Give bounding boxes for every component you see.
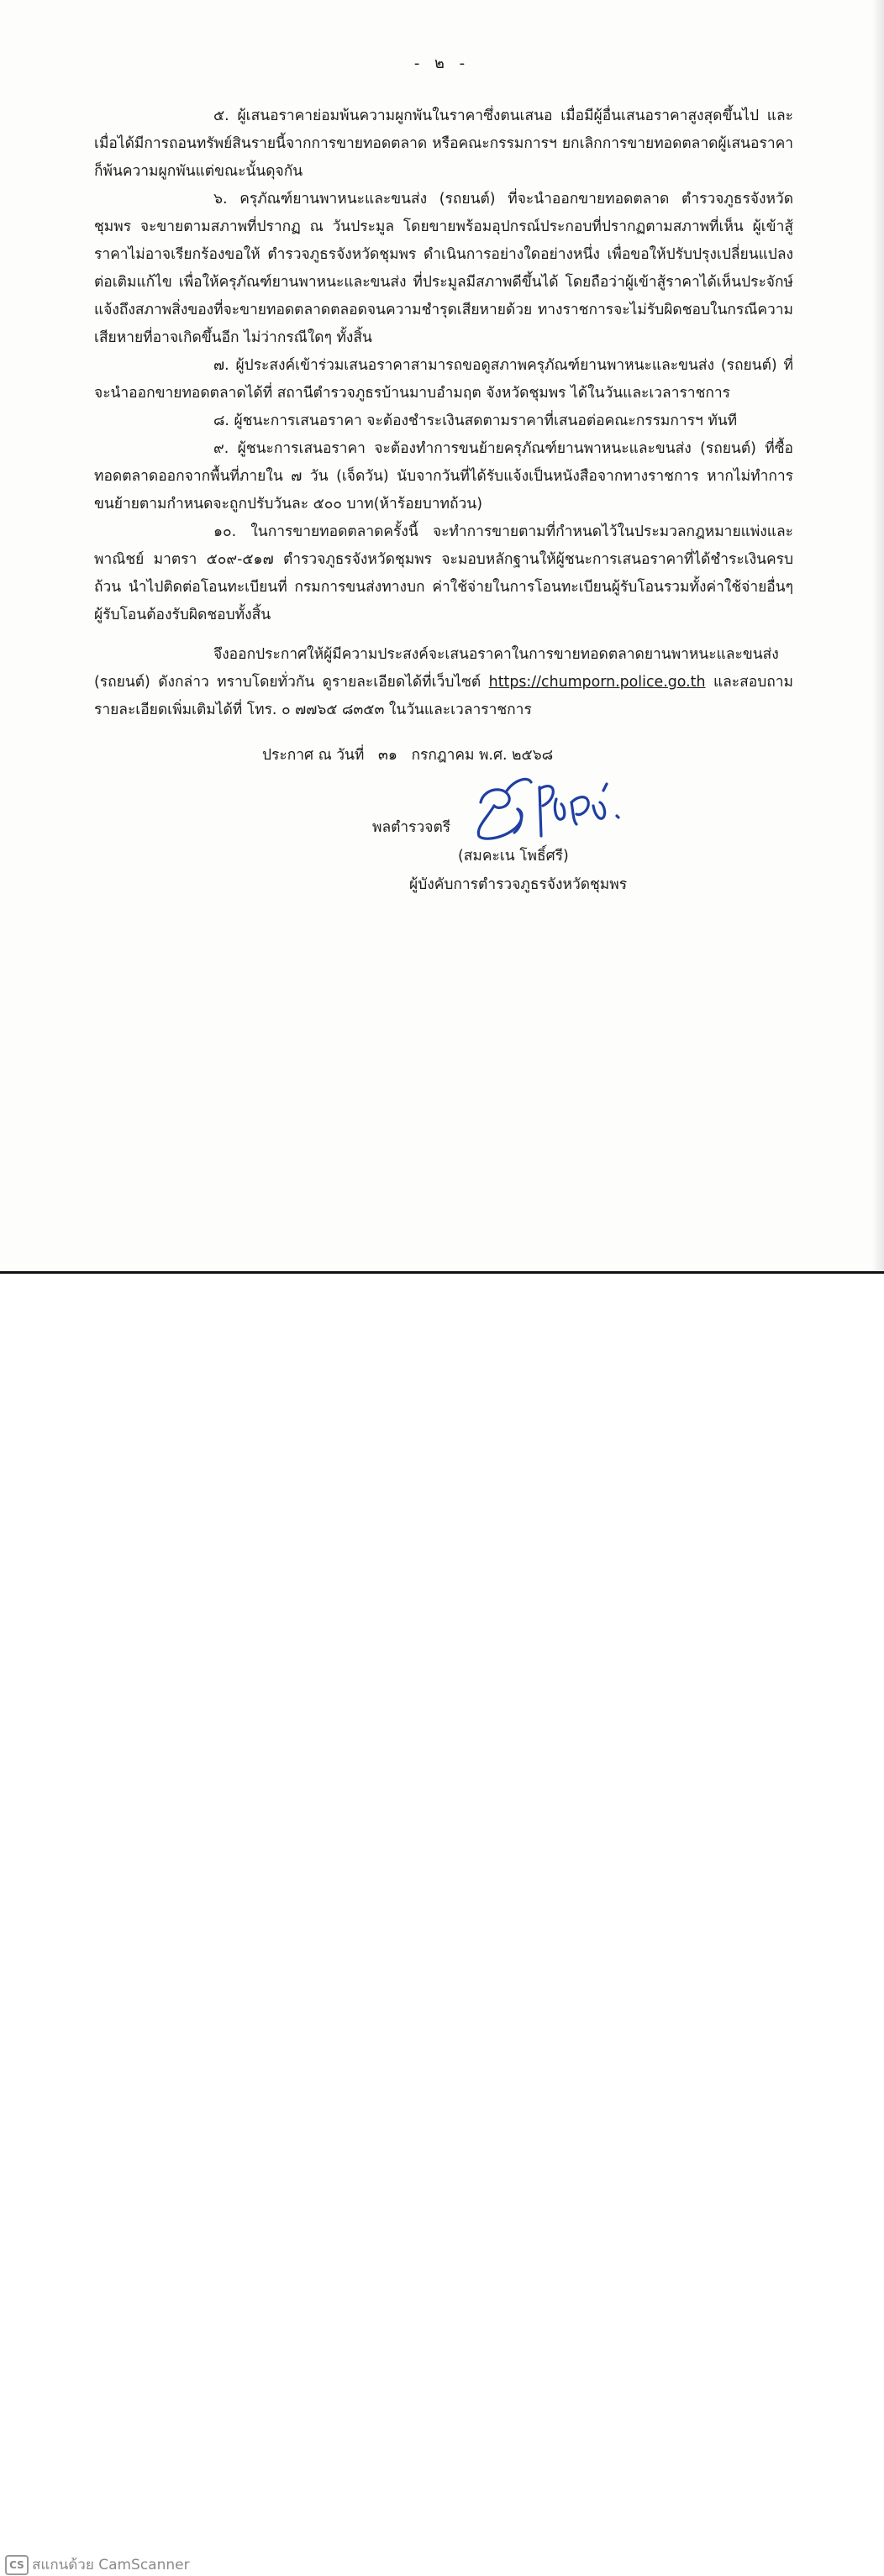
document-page (0, 0, 884, 1273)
page-edge-shadow (872, 0, 884, 1273)
date-prefix: ประกาศ ณ วันที่ (262, 747, 365, 764)
clause-5: ๕. ผู้เสนอราคาย่อมพ้นความผูกพันในราคาซึ่งตนเสนอ เมื่อมีผู้อื่นเสนอราคาสูงสุดขึ้นไป และเมื่อได้มีการถอนทรัพย์สินรายนี้จากการขายทอดตลาด หรือคณะกรรมการฯ ยกเลิกการขายทอดตลาดผู้เสนอราคาก็พ้นความผูกพันแต่ขณะนั้นดุจกัน (94, 108, 793, 180)
closing-paragraph (94, 641, 793, 724)
handwritten-signature (469, 769, 629, 844)
camscanner-text: สแกนด้วย CamScanner (32, 2557, 190, 2573)
clause-9: ๙. ผู้ชนะการเสนอราคา จะต้องทำการขนย้ายครุภัณฑ์ยานพาหนะและขนส่ง (รถยนต์) ที่ซื้อทอดตลาดออกจากพื้นที่ภายใน ๗ วัน (เจ็ดวัน) นับจากวันที่ได้รับแจ้งเป็นหนังสือจากทางราชการ หากไม่ทำการขนย้ายตามกำหนดจะถูกปรับวันละ ๕๐๐ บาท(ห้าร้อยบาทถ้วน) (94, 440, 793, 513)
page-number: - ๒ - (413, 55, 471, 72)
website-link[interactable]: https://chumporn.police.go.th (488, 674, 706, 691)
date-day: ๓๑ (377, 747, 397, 764)
date-month-year: กรกฎาคม พ.ศ. ๒๕๖๘ (411, 747, 554, 764)
date-line (262, 743, 553, 766)
announcement-body (94, 103, 793, 724)
signer-name: (สมคะเน โพธิ์ศรี) (458, 848, 569, 865)
signer-title: ผู้บังคับการตำรวจภูธรจังหวัดชุมพร (409, 876, 628, 893)
camscanner-watermark (5, 2553, 190, 2576)
signer-rank: พลตำรวจตรี (372, 819, 451, 836)
contact-text: และสอบถามรายละเอียดเพิ่มเติมได้ที่ โทร. ๐ ๗๗๖๕ ๘๓๕๓ ในวันและเวลาราชการ (94, 674, 794, 718)
clause-7: ๗. ผู้ประสงค์เข้าร่วมเสนอราคาสามารถขอดูสภาพครุภัณฑ์ยานพาหนะและขนส่ง (รถยนต์) ที่จะนำออกขายทอดตลาดได้ที่ สถานีตำรวจภูธรบ้านมาบอำมฤต จังหวัดชุมพร ได้ในวันและเวลาราชการ (94, 357, 793, 402)
camscanner-logo-icon: CS (5, 2555, 29, 2575)
scanner-footer (0, 1271, 884, 2573)
closing-text: จึงออกประกาศให้ผู้มีความประสงค์จะเสนอราคาในการขายทอดตลาดยานพาหนะและขนส่ง (รถยนต์) ดังกล่าว ทราบโดยทั่วกัน ดูรายละเอียดได้ที่เว็บไซต์ (94, 646, 779, 691)
clause-8: ๘. ผู้ชนะการเสนอราคา จะต้องชำระเงินสดตามราคาที่เสนอต่อคณะกรรมการฯ ทันที (213, 413, 738, 429)
clause-10: ๑๐. ในการขายทอดตลาดครั้งนี้ จะทำการขายตามที่กำหนดไว้ในประมวลกฎหมายแพ่งและพาณิชย์ มาตรา ๕๐๙-๕๑๗ ตำรวจภูธรจังหวัดชุมพร จะมอบหลักฐานให้ผู้ชนะการเสนอราคาที่ได้ชำระเงินครบถ้วน นำไปติดต่อโอนทะเบียนที่ กรมการขนส่งทางบก ค่าใช้จ่ายในการโอนทะเบียนผู้รับโอนรวมทั้งค่าใช้จ่ายอื่นๆ ผู้รับโอนต้องรับผิดชอบทั้งสิ้น (94, 523, 793, 623)
clause-6: ๖. ครุภัณฑ์ยานพาหนะและขนส่ง (รถยนต์) ที่จะนำออกขายทอดตลาด ตำรวจภูธรจังหวัดชุมพร จะขายตามสภาพที่ปรากฏ ณ วันประมูล โดยขายพร้อมอุปกรณ์ประกอบที่ปรากฏตามสภาพที่เห็น ผู้เข้าสู้ราคาไม่อาจเรียกร้องขอให้ ตำรวจภูธรจังหวัดชุมพร ดำเนินการอย่างใดอย่างหนึ่ง เพื่อขอให้ปรับปรุงเปลี่ยนแปลงต่อเติมแก้ไข เพื่อให้ครุภัณฑ์ยานพาหนะและขนส่ง ที่ประมูลมีสภาพดีขึ้นได้ โดยถือว่าผู้เข้าสู้ราคาได้เห็นประจักษ์แจ้งถึงสภาพสิ่งของที่จะขายทอดตลาดตลอดจนความชำรุดเสียหายด้วย ทางราชการจะไม่รับผิดชอบในกรณีความเสียหายที่อาจเกิดขึ้นอีก ไม่ว่ากรณีใดๆ ทั้งสิ้น (94, 191, 793, 346)
